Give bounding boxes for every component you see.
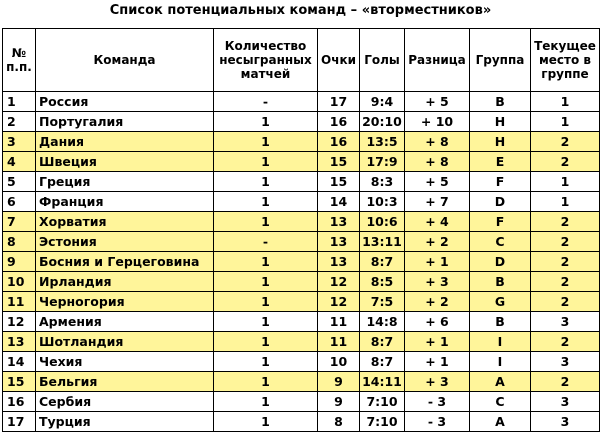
cell-goals: 7:10 (360, 412, 405, 432)
cell-points: 13 (318, 252, 360, 272)
table-row (3, 272, 600, 292)
cell-points: 13 (318, 212, 360, 232)
cell-diff: + 5 (405, 92, 470, 112)
cell-num: 2 (3, 112, 36, 132)
cell-num: 10 (3, 272, 36, 292)
cell-place: 2 (531, 272, 600, 292)
cell-team: Эстония (36, 232, 214, 252)
cell-group: B (470, 312, 531, 332)
cell-num: 4 (3, 152, 36, 172)
cell-team: Черногория (36, 292, 214, 312)
cell-team: Россия (36, 92, 214, 112)
cell-goals: 20:10 (360, 112, 405, 132)
cell-place: 3 (531, 412, 600, 432)
cell-diff: - 3 (405, 412, 470, 432)
cell-unplayed: 1 (214, 272, 318, 292)
cell-place: 2 (531, 292, 600, 312)
cell-group: A (470, 412, 531, 432)
cell-points: 17 (318, 92, 360, 112)
cell-num: 9 (3, 252, 36, 272)
cell-place: 2 (531, 232, 600, 252)
cell-diff: + 1 (405, 252, 470, 272)
cell-diff: + 2 (405, 292, 470, 312)
cell-team: Дания (36, 132, 214, 152)
table-row (3, 412, 600, 432)
cell-num: 7 (3, 212, 36, 232)
cell-unplayed: 1 (214, 312, 318, 332)
cell-goals: 8:7 (360, 352, 405, 372)
cell-place: 2 (531, 372, 600, 392)
cell-goals: 14:11 (360, 372, 405, 392)
cell-group: E (470, 152, 531, 172)
cell-points: 15 (318, 172, 360, 192)
cell-diff: + 1 (405, 332, 470, 352)
cell-goals: 10:3 (360, 192, 405, 212)
cell-unplayed: 1 (214, 352, 318, 372)
cell-place: 1 (531, 172, 600, 192)
cell-unplayed: 1 (214, 152, 318, 172)
table-row (3, 372, 600, 392)
cell-team: Греция (36, 172, 214, 192)
cell-num: 3 (3, 132, 36, 152)
table-row (3, 92, 600, 112)
table-row (3, 212, 600, 232)
header-points: Очки (318, 29, 360, 92)
teams-table (2, 28, 600, 432)
header-goals: Голы (360, 29, 405, 92)
cell-team: Хорватия (36, 212, 214, 232)
cell-points: 15 (318, 152, 360, 172)
cell-num: 8 (3, 232, 36, 252)
cell-points: 16 (318, 112, 360, 132)
cell-place: 2 (531, 132, 600, 152)
cell-points: 13 (318, 232, 360, 252)
table-row (3, 332, 600, 352)
cell-team: Франция (36, 192, 214, 212)
cell-place: 3 (531, 392, 600, 412)
cell-group: B (470, 272, 531, 292)
cell-unplayed: 1 (214, 292, 318, 312)
cell-points: 9 (318, 372, 360, 392)
page-title: Список потенциальных команд – «вторместников» (109, 3, 492, 18)
cell-diff: + 5 (405, 172, 470, 192)
cell-unplayed: 1 (214, 192, 318, 212)
cell-unplayed: 1 (214, 252, 318, 272)
cell-goals: 14:8 (360, 312, 405, 332)
cell-team: Сербия (36, 392, 214, 412)
cell-team: Бельгия (36, 372, 214, 392)
table-row (3, 292, 600, 312)
cell-group: D (470, 252, 531, 272)
cell-unplayed: 1 (214, 112, 318, 132)
cell-num: 12 (3, 312, 36, 332)
cell-diff: - 3 (405, 392, 470, 412)
cell-diff: + 7 (405, 192, 470, 212)
table-row (3, 312, 600, 332)
cell-group: H (470, 132, 531, 152)
cell-group: C (470, 232, 531, 252)
cell-points: 8 (318, 412, 360, 432)
header-team: Команда (36, 29, 214, 92)
cell-goals: 17:9 (360, 152, 405, 172)
cell-team: Армения (36, 312, 214, 332)
cell-num: 14 (3, 352, 36, 372)
cell-points: 11 (318, 332, 360, 352)
cell-unplayed: 1 (214, 372, 318, 392)
cell-team: Шотландия (36, 332, 214, 352)
cell-num: 6 (3, 192, 36, 212)
cell-diff: + 8 (405, 132, 470, 152)
table-row (3, 352, 600, 372)
cell-place: 1 (531, 112, 600, 132)
cell-goals: 7:5 (360, 292, 405, 312)
cell-team: Чехия (36, 352, 214, 372)
cell-num: 15 (3, 372, 36, 392)
cell-num: 5 (3, 172, 36, 192)
cell-place: 3 (531, 312, 600, 332)
header-unplayed: Количество несыгранных матчей (214, 29, 318, 92)
cell-num: 17 (3, 412, 36, 432)
table-row (3, 112, 600, 132)
cell-points: 9 (318, 392, 360, 412)
cell-group: I (470, 332, 531, 352)
cell-place: 2 (531, 332, 600, 352)
cell-unplayed: 1 (214, 212, 318, 232)
cell-unplayed: 1 (214, 132, 318, 152)
cell-diff: + 1 (405, 352, 470, 372)
cell-diff: + 2 (405, 232, 470, 252)
cell-group: A (470, 372, 531, 392)
cell-group: H (470, 112, 531, 132)
cell-team: Ирландия (36, 272, 214, 292)
cell-num: 11 (3, 292, 36, 312)
cell-group: G (470, 292, 531, 312)
cell-group: B (470, 92, 531, 112)
cell-group: C (470, 392, 531, 412)
cell-points: 12 (318, 292, 360, 312)
cell-goals: 13:5 (360, 132, 405, 152)
table-row (3, 152, 600, 172)
cell-team: Турция (36, 412, 214, 432)
cell-unplayed: 1 (214, 172, 318, 192)
header-num: № п.п. (3, 29, 36, 92)
table-row (3, 392, 600, 412)
header-diff: Разница (405, 29, 470, 92)
cell-unplayed: - (214, 232, 318, 252)
cell-diff: + 3 (405, 372, 470, 392)
cell-goals: 8:5 (360, 272, 405, 292)
cell-points: 11 (318, 312, 360, 332)
cell-place: 3 (531, 352, 600, 372)
cell-unplayed: 1 (214, 332, 318, 352)
cell-group: F (470, 212, 531, 232)
header-place: Текущее место в группе (531, 29, 600, 92)
cell-diff: + 6 (405, 312, 470, 332)
table-body (3, 92, 600, 432)
cell-diff: + 8 (405, 152, 470, 172)
cell-place: 2 (531, 152, 600, 172)
cell-place: 1 (531, 192, 600, 212)
header-group: Группа (470, 29, 531, 92)
table-row (3, 132, 600, 152)
cell-diff: + 4 (405, 212, 470, 232)
table-row (3, 252, 600, 272)
cell-points: 10 (318, 352, 360, 372)
cell-num: 13 (3, 332, 36, 352)
cell-goals: 8:7 (360, 332, 405, 352)
cell-goals: 9:4 (360, 92, 405, 112)
table-row (3, 172, 600, 192)
cell-group: I (470, 352, 531, 372)
cell-goals: 8:7 (360, 252, 405, 272)
cell-team: Босния и Герцеговина (36, 252, 214, 272)
cell-goals: 10:6 (360, 212, 405, 232)
cell-goals: 7:10 (360, 392, 405, 412)
cell-num: 1 (3, 92, 36, 112)
cell-diff: + 3 (405, 272, 470, 292)
cell-diff: + 10 (405, 112, 470, 132)
cell-unplayed: 1 (214, 412, 318, 432)
cell-num: 16 (3, 392, 36, 412)
cell-team: Португалия (36, 112, 214, 132)
table-row (3, 232, 600, 252)
cell-points: 16 (318, 132, 360, 152)
cell-points: 14 (318, 192, 360, 212)
cell-goals: 13:11 (360, 232, 405, 252)
cell-group: F (470, 172, 531, 192)
table-header-row (3, 29, 600, 92)
cell-place: 1 (531, 92, 600, 112)
cell-goals: 8:3 (360, 172, 405, 192)
cell-unplayed: 1 (214, 392, 318, 412)
cell-points: 12 (318, 272, 360, 292)
cell-unplayed: - (214, 92, 318, 112)
table-row (3, 192, 600, 212)
cell-place: 2 (531, 252, 600, 272)
cell-place: 2 (531, 212, 600, 232)
cell-group: D (470, 192, 531, 212)
cell-team: Швеция (36, 152, 214, 172)
